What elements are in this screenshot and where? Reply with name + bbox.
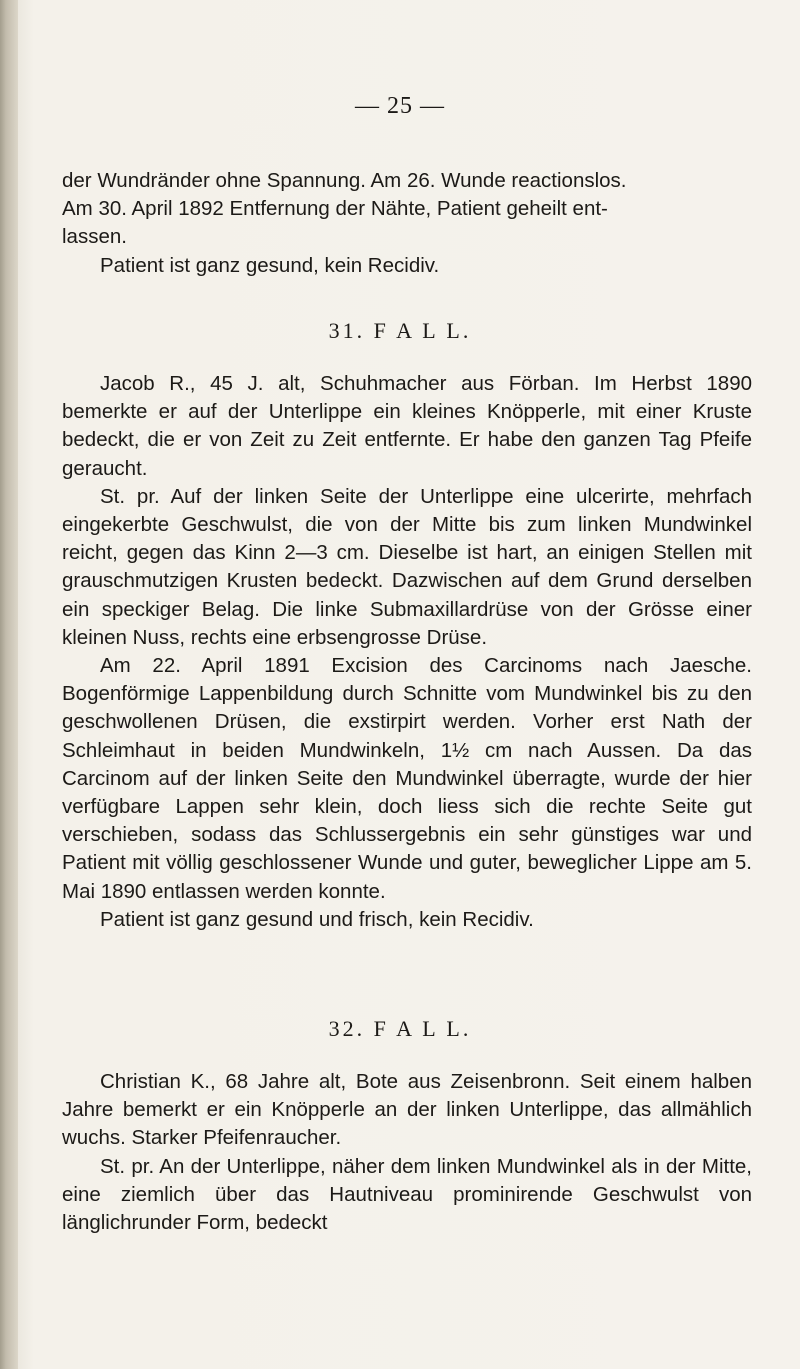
case-31-paragraph-history: Jacob R., 45 J. alt, Schuhmacher aus Förban. Im Herbst 1890 bemerkte er auf der Unterlippe ein kleines Knöpperle, mit einer Kruste bedeckt, die er von Zeit zu Zeit entfernte. Er habe den ganzen Tag Pfeife geraucht. [62, 372, 752, 480]
case-31-paragraph-status: St. pr. Auf der linken Seite der Unterlippe eine ulcerirte, mehrfach eingekerbte Geschwulst, die von der Mitte bis zum linken Mundwinkel reicht, gegen das Kinn 2—3 cm. Dieselbe ist hart, an einigen Stellen mit grauschmutzigen Krusten bedeckt. Dazwischen auf dem Grund derselben ein speckiger Belag. Die linke Submaxillardrüse von der Grösse einer kleinen Nuss, rechts eine erbsengrosse Drüse. [62, 484, 752, 649]
text-line: der Wundränder ohne Spannung. Am 26. Wunde reactionslos. [62, 169, 627, 192]
case-31-paragraph-operation: Am 22. April 1891 Excision des Carcinoms nach Jaesche. Bogenförmige Lappenbildung durch Schnitte vom Mundwinkel bis zu den geschwollenen Drüsen, die exstirpirt werden. Vorher erst Nath der Schleimhaut in beiden Mundwinkeln, 1½ cm nach Aussen. Da das Carcinom auf der linken Seite den Mundwinkel überragte, wurde der hier verfügbare Lappen sehr klein, doch liess sich die rechte Seite gut verschieben, sodass das Schlussergebnis ein sehr günstiges war und Patient mit völlig geschlossener Wunde und guter, beweglicher Lippe am 5. Mai 1890 entlassen werden konnte. [62, 654, 752, 903]
page-number: — 25 — [355, 93, 445, 119]
case-31-paragraph-outcome: Patient ist ganz gesund und frisch, kein Recidiv. [100, 907, 534, 931]
page-binding-shadow [0, 0, 18, 1369]
continuation-block [62, 167, 752, 280]
closing-remark: Patient ist ganz gesund, kein Recidiv. [100, 253, 440, 277]
case-32-paragraph-history: Christian K., 68 Jahre alt, Bote aus Zeisenbronn. Seit einem halben Jahre bemerkt er ein Knöpperle an der linken Unterlippe, das allmählich wuchs. Starker Pfeifenraucher. [62, 1070, 752, 1150]
text-line: lassen. [62, 225, 127, 249]
case-31-body [62, 370, 752, 934]
case-31-heading: 31. F A L L. [328, 318, 472, 343]
text-line: Am 30. April 1892 Entfernung der Nähte, Patient geheilt ent- [62, 197, 608, 221]
case-32-heading: 32. F A L L. [328, 1016, 472, 1041]
case-32-paragraph-status: St. pr. An der Unterlippe, näher dem linken Mundwinkel als in der Mitte, eine ziemlich über das Hautniveau prominirende Geschwulst von länglichrunder Form, bedeckt [62, 1154, 752, 1235]
case-32-body [62, 1068, 752, 1237]
